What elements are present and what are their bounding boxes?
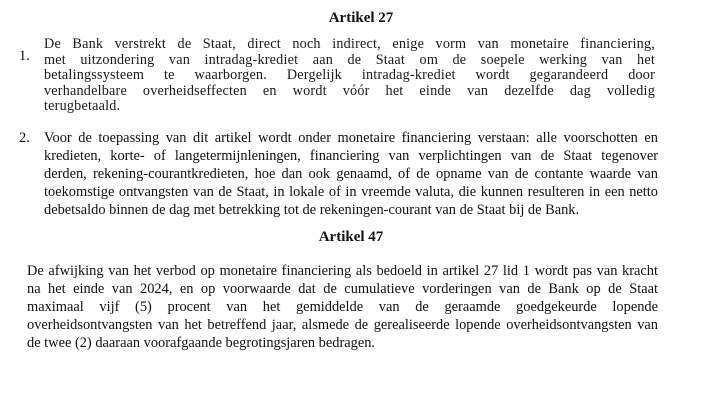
- article-47-line: De afwijking van het verbod op monetaire financiering als bedoeld in artikel 27 lid 1 wordt pas van kracht: [27, 263, 658, 279]
- item-1-number: 1.: [19, 48, 30, 64]
- item-1-line: De Bank verstrekt de Staat, direct noch indirect, enige vorm van monetaire financiering,: [44, 36, 655, 52]
- article-47-paragraph: [27, 262, 658, 352]
- article-27-item-1: [44, 37, 655, 115]
- article-47-line: maximaal vijf (5) procent van het gemiddelde van de geraamde goedgekeurde lopende: [27, 299, 658, 315]
- article-27-title: Artikel 27: [328, 10, 394, 26]
- item-2-line: toekomstige ontvangsten van de Staat, in lokale of in vreemde valuta, die kunnen resulteren in een netto: [44, 184, 658, 200]
- item-2-line: debetsaldo binnen de dag met betrekking tot de rekeningen-courant van de Staat bij de Bank.: [44, 202, 580, 218]
- item-2-line: Voor de toepassing van dit artikel wordt onder monetaire financiering verstaan: alle voorschotten en: [44, 130, 658, 146]
- item-1-line: betalingssysteem te waarborgen. Dergelijk intradag-krediet wordt gegarandeerd door: [44, 67, 655, 83]
- article-27-item-2: [44, 129, 658, 219]
- item-2-line: kredieten, korte- of langetermijnleningen, financiering van verplichtingen van de Staat tegenover: [44, 148, 658, 164]
- article-47-line: de twee (2) daaraan voorafgaande begrotingsjaren bedragen.: [27, 335, 375, 351]
- item-1-line: terugbetaald.: [44, 98, 121, 114]
- item-1-line: met uitzondering van intradag-krediet aan de Staat om de soepele werking van het: [44, 51, 655, 68]
- article-47-line: na het einde van 2024, en op voorwaarde dat de cumulatieve vorderingen van de Bank op de Staat: [27, 281, 658, 297]
- item-1-line: verhandelbare overheidseffecten en wordt vóór het einde van dezelfde dag volledig: [44, 82, 655, 99]
- article-47-line: overheidsontvangsten van het betreffend jaar, alsmede de gerealiseerde lopende overheidsontvangsten van: [27, 317, 658, 333]
- item-2-line: derden, rekening-courantkredieten, hoe dan ook genaamd, of de opname van de contante waarde van: [44, 166, 658, 182]
- item-2-number: 2.: [19, 130, 30, 146]
- article-47-title: Artikel 47: [318, 229, 384, 245]
